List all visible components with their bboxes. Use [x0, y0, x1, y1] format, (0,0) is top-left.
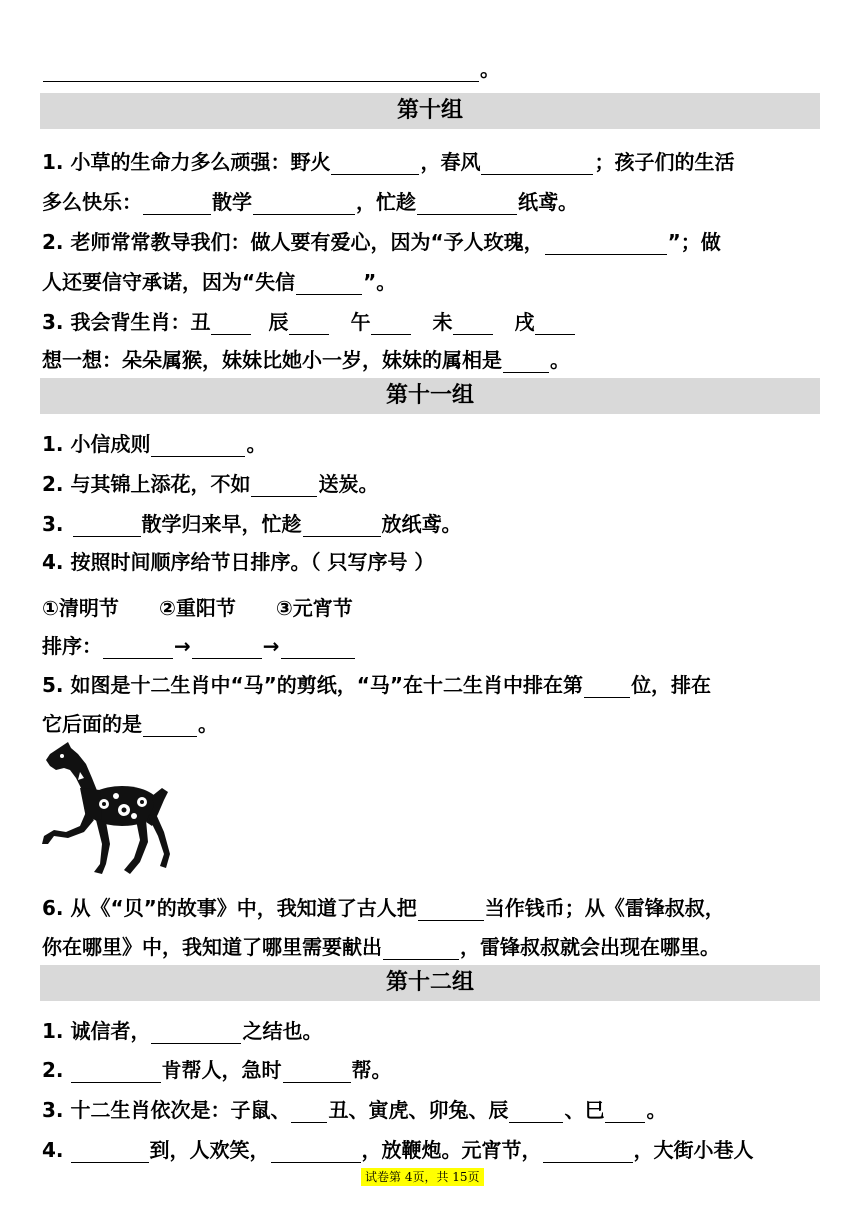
g10-think-line: 想一想：朵朵属猴，妹妹比她小一岁，妹妹的属相是 。 — [42, 348, 570, 372]
g10-q2-line2: 人还要信守承诺，因为“失信 ”。 — [42, 270, 397, 294]
option-item: ③元宵节 — [275, 596, 353, 620]
answer-blank[interactable] — [192, 638, 262, 659]
answer-blank[interactable] — [143, 194, 211, 215]
g12-q2-line: 2. 肯帮人，急时 帮。 — [42, 1058, 392, 1082]
arrow-glyph: → — [262, 634, 280, 658]
answer-blank[interactable] — [545, 234, 667, 255]
answer-blank[interactable] — [417, 194, 517, 215]
answer-blank[interactable] — [303, 516, 381, 537]
answer-blank[interactable] — [253, 194, 355, 215]
g11-q3-line: 3. 散学归来早，忙趁 放纸鸢。 — [42, 512, 462, 536]
answer-blank[interactable] — [418, 900, 484, 921]
answer-blank[interactable] — [605, 1102, 645, 1123]
answer-blank[interactable] — [535, 314, 575, 335]
g10-q1-line1: 1. 小草的生命力多么顽强：野火 ，春风 ；孩子们的生活 — [42, 150, 735, 174]
answer-blank[interactable] — [71, 1062, 161, 1083]
option-item: ①清明节 — [42, 596, 119, 620]
answer-blank[interactable] — [291, 1102, 327, 1123]
section-header-g11: 第十一组 — [40, 378, 820, 414]
answer-blank[interactable] — [143, 716, 197, 737]
g11-q4-line: 4. 按照时间顺序给节日排序。（ 只写序号 ） — [42, 550, 435, 574]
g12-q1-line: 1. 诚信者， 之结也。 — [42, 1019, 323, 1043]
answer-blank[interactable] — [73, 516, 141, 537]
answer-blank[interactable] — [289, 314, 329, 335]
g11-order-line: 排序： → → — [42, 633, 820, 663]
answer-blank[interactable] — [481, 154, 593, 175]
g10-q3-line: 3. 我会背生肖：丑 辰 午 未 戌 — [42, 309, 820, 339]
answer-blank[interactable] — [371, 314, 411, 335]
horse-papercut-icon — [40, 740, 170, 878]
answer-blank[interactable] — [296, 274, 362, 295]
answer-blank[interactable] — [211, 314, 251, 335]
section-header-g10: 第十组 — [40, 93, 820, 129]
top-fragment-line: 。 — [42, 56, 820, 86]
answer-blank[interactable] — [283, 1062, 351, 1083]
g12-q3-line: 3. 十二生肖依次是：子鼠、 丑、寅虎、卯兔、辰 、巳 。 — [42, 1098, 667, 1122]
answer-blank[interactable] — [151, 436, 245, 457]
g10-q2-line1: 2. 老师常常教导我们：做人要有爱心，因为“予人玫瑰， ”；做 — [42, 230, 721, 254]
answer-blank[interactable] — [543, 1142, 633, 1163]
answer-blank[interactable] — [453, 314, 493, 335]
answer-blank[interactable] — [151, 1023, 241, 1044]
g11-options-line — [42, 595, 820, 625]
answer-blank[interactable] — [271, 1142, 361, 1163]
g11-q5-line1: 5. 如图是十二生肖中“马”的剪纸，“马”在十二生肖中排在第 位，排在 — [42, 673, 712, 697]
answer-blank[interactable] — [331, 154, 419, 175]
answer-blank[interactable] — [103, 638, 173, 659]
g11-q2-line: 2. 与其锦上添花，不如 送炭。 — [42, 472, 379, 496]
g11-q6-line2: 你在哪里》中，我知道了哪里需要献出 ，雷锋叔叔就会出现在哪里。 — [42, 935, 720, 959]
section-header-g12: 第十二组 — [40, 965, 820, 1001]
page-footer: 试卷第 4页，共 15页 — [361, 1168, 484, 1186]
option-item: ②重阳节 — [158, 596, 236, 620]
answer-blank[interactable] — [251, 476, 317, 497]
g11-q5-line2: 它后面的是 。 — [42, 712, 218, 736]
g12-q4-line: 4. 到，人欢笑， ，放鞭炮。元宵节， ，大街小巷人 — [42, 1138, 754, 1162]
answer-blank[interactable] — [281, 638, 355, 659]
answer-blank[interactable] — [584, 677, 630, 698]
answer-blank[interactable] — [509, 1102, 563, 1123]
g11-q1-line: 1. 小信成则 。 — [42, 432, 267, 456]
arrow-glyph: → — [174, 634, 191, 658]
g10-q1-line2: 多么快乐： 散学 ，忙趁 纸鸢。 — [42, 190, 578, 214]
answer-blank[interactable] — [43, 61, 479, 82]
answer-blank[interactable] — [383, 939, 459, 960]
answer-blank[interactable] — [71, 1142, 149, 1163]
g11-q6-line1: 6. 从《“贝”的故事》中，我知道了古人把 当作钱币；从《雷锋叔叔， — [42, 896, 725, 920]
answer-blank[interactable] — [503, 352, 549, 373]
